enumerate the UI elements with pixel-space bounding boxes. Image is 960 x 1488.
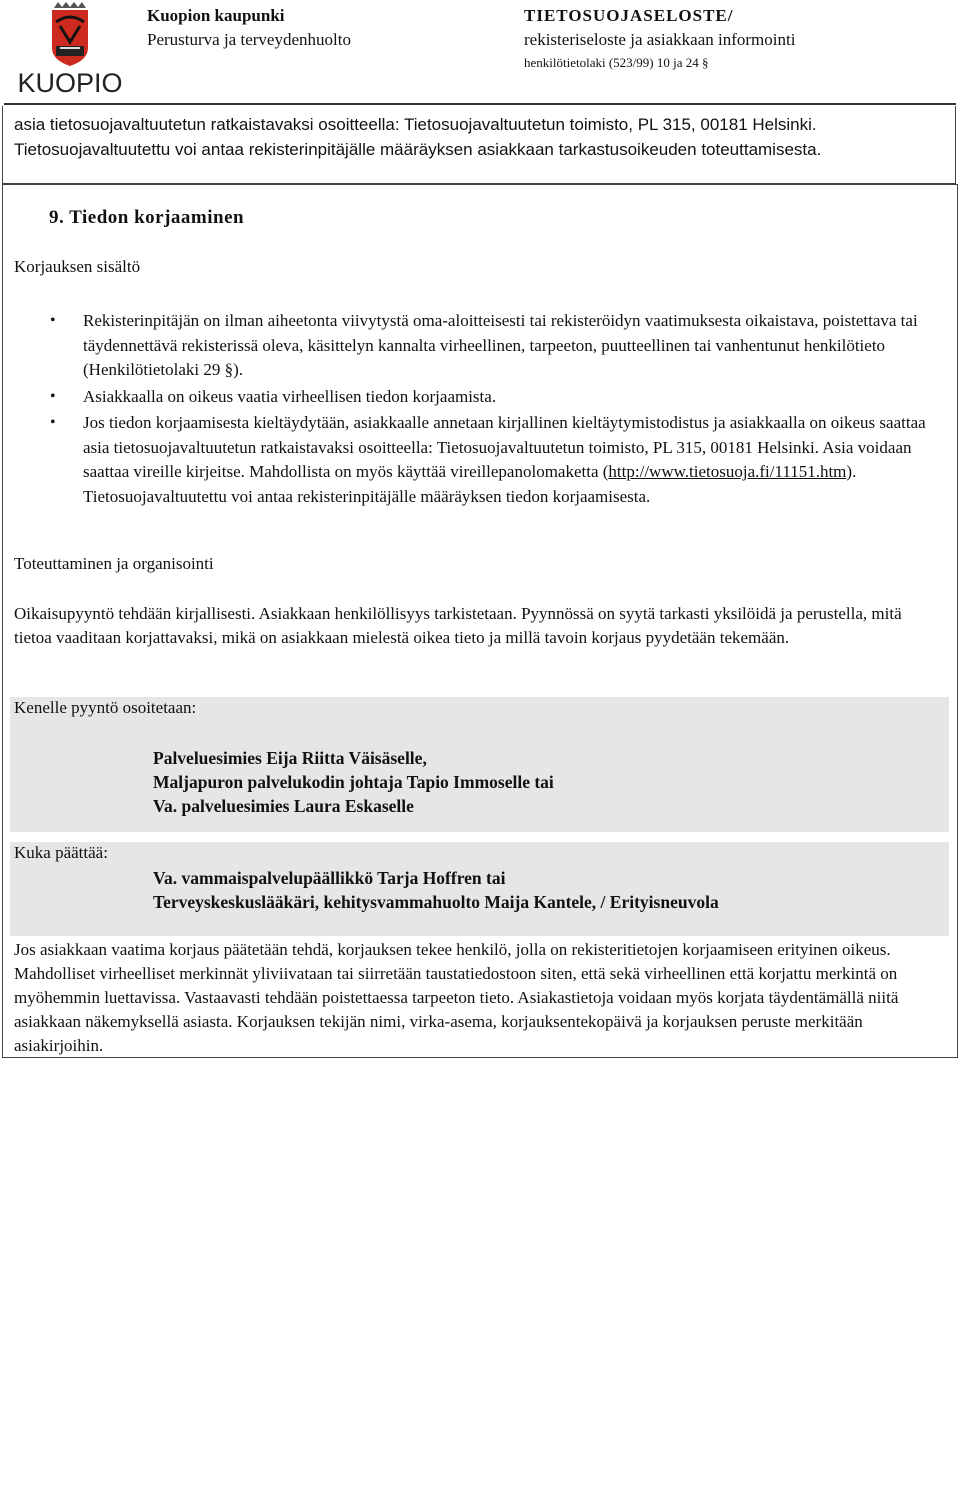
logo-wordmark: KUOPIO bbox=[17, 68, 123, 98]
document-title-block bbox=[524, 4, 795, 74]
recipient-name: Maljapuron palvelukodin johtaja Tapio Immoselle tai bbox=[153, 772, 554, 792]
subheading-content: Korjauksen sisältö bbox=[14, 257, 141, 276]
org-department: Perusturva ja terveydenhuolto bbox=[147, 30, 351, 49]
intro-box bbox=[2, 106, 956, 184]
subheading-organization: Toteuttaminen ja organisointi bbox=[14, 554, 214, 573]
decider-name: Terveyskeskuslääkäri, kehitysvammahuolto Maija Kantele, / Erityisneuvola bbox=[153, 892, 719, 912]
decider-name: Va. vammaispalvelupäällikkö Tarja Hoffren tai bbox=[153, 868, 506, 888]
decider-label: Kuka päättää: bbox=[14, 843, 108, 862]
section-heading: 9. Tiedon korjaaminen bbox=[49, 207, 245, 228]
org-name: Kuopion kaupunki bbox=[147, 6, 285, 25]
intro-line-1: asia tietosuojavaltuutetun ratkaistavaksi osoitteella: Tietosuojavaltuutetun toimisto, PL 315, 00181 Helsinki. bbox=[14, 115, 817, 134]
bullet-text: ). Tietosuojavaltuutettu voi antaa rekisterinpitäjälle määräyksen tiedon korjaamisesta. bbox=[83, 462, 857, 506]
recipient-name: Va. palveluesimies Laura Eskaselle bbox=[153, 796, 414, 816]
document-subtitle: rekisteriseloste ja asiakkaan informointi bbox=[524, 30, 796, 49]
header-divider bbox=[4, 103, 956, 105]
document-title: TIETOSUOJASELOSTE/ bbox=[524, 6, 734, 25]
recipient-label: Kenelle pyyntö osoitetaan: bbox=[14, 698, 197, 717]
bullet-text: Jos tiedon korjaamisesta kieltäydytään, asiakkaalle annetaan kirjallinen kieltäytymistodistus ja asiakkaalla on oikeus saattaa asia tietosuojavaltuutetun ratkaistavaksi osoitteella: Tietosuojavaltuutetun toimisto, PL 315, 00181 Helsinki. Asia voidaan saattaa vireille kirjeitse. Mahdollista on myös käyttää vireillepanolomaketta ( bbox=[83, 413, 926, 481]
law-reference: henkilötietolaki (523/99) 10 ja 24 § bbox=[524, 55, 709, 70]
organization-block bbox=[147, 4, 351, 52]
intro-line-2: Tietosuojavaltuutettu voi antaa rekisterinpitäjälle määräyksen asiakkaan tarkastusoikeuden toteuttamisesta. bbox=[14, 140, 822, 159]
list-item bbox=[14, 411, 936, 509]
recipient-list bbox=[153, 746, 554, 818]
decider-list bbox=[153, 866, 719, 914]
kuopio-logo bbox=[14, 2, 126, 102]
paragraph-request: Oikaisupyyntö tehdään kirjallisesti. Asiakkaan henkilöllisyys tarkistetaan. Pyynnössä on syytä tarkasti yksilöidä ja perustella, mitä tietoa vaaditaan korjattavaksi, mikä on asiakkaan mielestä oikea tieto ja millä tavoin korjaus pyydetään tekemään. bbox=[14, 604, 902, 647]
bullet-list bbox=[14, 309, 936, 511]
list-item: • Asiakkaalla on oikeus vaatia virheellisen tiedon korjaamista. bbox=[14, 385, 936, 410]
paragraph-correction: Jos asiakkaan vaatima korjaus päätetään tehdä, korjauksen tekee henkilö, jolla on rekisteritietojen korjaamiseen erityinen oikeus. Mahdolliset virheelliset merkinnät yliviivataan tai siirretään taustatiedostoon siten, että sekä virheellinen että korjattu merkintä on myöhemmin luettavissa. Vastaavasti tehdään poistettaessa tarpeeton tieto. Asiakastietoja voidaan myös korjata täydentämällä niitä asiakkaan näkemyksellä asiasta. Korjauksen tekijän nimi, virka-asema, korjauksentekopäivä ja korjauksen peruste merkitään asiakirjoihin. bbox=[14, 940, 899, 1055]
form-link[interactable]: http://www.tietosuoja.fi/11151.htm bbox=[608, 462, 847, 481]
list-item: • Rekisterinpitäjän on ilman aiheetonta viivytystä oma-aloitteisesti tai rekisteröidyn vaatimuksesta oikaistava, poistettava tai täydennettävä rekisterissä oleva, käsittelyn kannalta virheellinen, tarpeeton, puutteellinen tai vanhentunut henkilötieto (Henkilötietolaki 29 §). bbox=[14, 309, 936, 383]
recipient-name: Palveluesimies Eija Riitta Väisäselle, bbox=[153, 748, 427, 768]
